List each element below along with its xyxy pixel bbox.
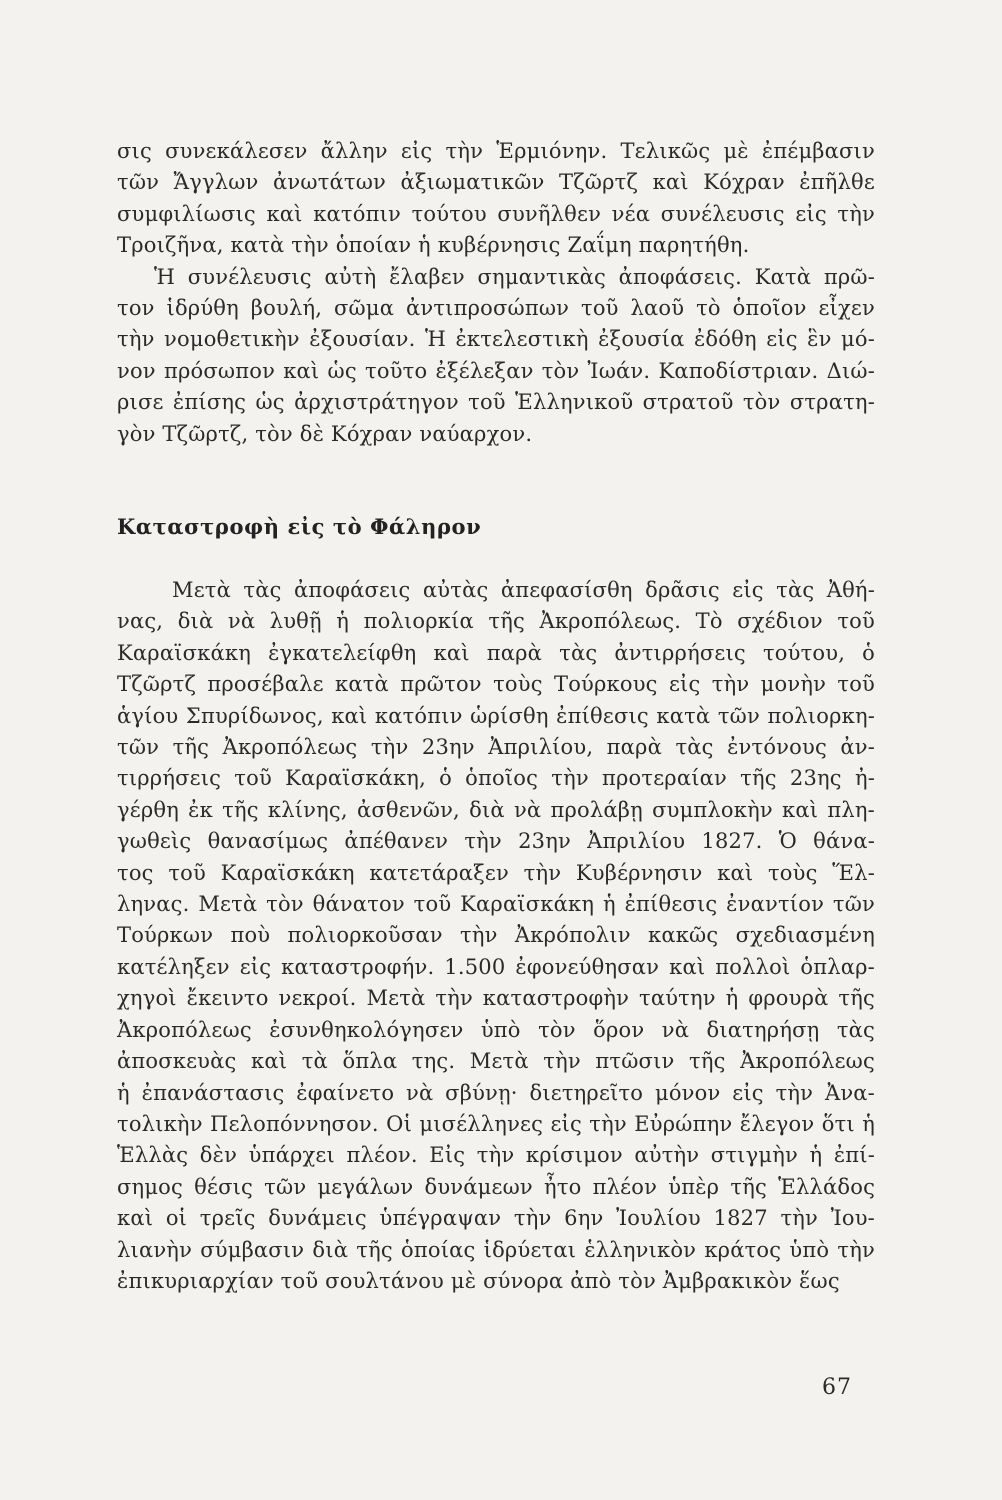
text-line: Τούρκων ποὺ πολιορκοῦσαν τὴν Ἀκρόπολιν κακῶς σχεδιασμένη <box>117 923 876 948</box>
paragraph-1 <box>117 136 875 450</box>
text-line: τὴν νομοθετικὴν ἐξουσίαν. Ἡ ἐκτελεστικὴ ἐξουσία ἐδόθη εἰς ἓν μό- <box>117 327 876 352</box>
text-line: γὸν Τζῶρτζ, τὸν δὲ Κόχραν ναύαρχον. <box>117 421 533 446</box>
text-line: ρισε ἐπίσης ὡς ἀρχιστράτηγον τοῦ Ἑλληνικοῦ στρατοῦ τὸν στρατη- <box>117 390 876 415</box>
section-heading: Καταστροφὴ εἰς τὸ Φάληρον <box>117 514 482 539</box>
text-line: ἁγίου Σπυρίδωνος, καὶ κατόπιν ὡρίσθη ἐπίθεσις κατὰ τῶν πολιορκη- <box>117 703 876 728</box>
text-line: Μετὰ τὰς ἀποφάσεις αὐτὰς ἀπεφασίσθη δρᾶσις εἰς τὰς Ἀθή- <box>172 578 875 602</box>
text-line: τον ἱδρύθη βουλή, σῶμα ἀντιπροσώπων τοῦ λαοῦ τὸ ὁποῖον εἶχεν <box>117 296 875 321</box>
text-line: κατέληξεν εἰς καταστροφήν. 1.500 ἐφονεύθησαν καὶ πολλοὶ ὁπλαρ- <box>117 954 875 979</box>
text-line: τολικὴν Πελοπόννησον. Οἱ μισέλληνες εἰς τὴν Εὐρώπην ἔλεγον ὅτι ἡ <box>117 1111 875 1136</box>
text-line: τῶν τῆς Ἀκροπόλεως τὴν 23ην Ἀπριλίου, παρὰ τὰς ἐντόνους ἀν- <box>117 735 876 760</box>
text-line: Ἡ συνέλευσις αὐτὴ ἔλαβεν σημαντικὰς ἀποφάσεις. Κατὰ πρῶ- <box>154 264 876 289</box>
text-line: ἐπικυριαρχίαν τοῦ σουλτάνου μὲ σύνορα ἀπὸ τὸν Ἀμβρακικὸν ἕως <box>117 1268 840 1293</box>
text-line: συμφιλίωσις καὶ κατόπιν τούτου συνῆλθεν νέα συνέλευσις εἰς τὴν <box>117 201 875 226</box>
page-number: 67 <box>822 1375 852 1400</box>
text-line: νον πρόσωπον καὶ ὡς τοῦτο ἐξέλεξαν τὸν Ἰωάν. Καποδίστριαν. Διώ- <box>117 358 876 383</box>
text-line: ἀποσκευὰς καὶ τὰ ὅπλα της. Μετὰ τὴν πτῶσιν τῆς Ἀκροπόλεως <box>117 1049 875 1074</box>
text-line: λιανὴν σύμβασιν διὰ τῆς ὁποίας ἱδρύεται ἑλληνικὸν κράτος ὑπὸ τὴν <box>117 1237 875 1262</box>
text-line: Καραϊσκάκη ἐγκατελείφθη καὶ παρὰ τὰς ἀντιρρήσεις τούτου, ὁ <box>117 640 876 665</box>
text-line: τῶν Ἄγγλων ἀνωτάτων ἀξιωματικῶν Τζῶρτζ καὶ Κόχραν ἐπῆλθε <box>117 170 875 195</box>
text-line: τιρρήσεις τοῦ Καραϊσκάκη, ὁ ὁποῖος τὴν προτεραίαν τῆς 23ης ἠ- <box>117 766 876 791</box>
text-line: ἡ ἐπανάστασις ἐφαίνετο νὰ σβύνῃ· διετηρεῖτο μόνον εἰς τὴν Ἀνα- <box>117 1080 875 1105</box>
text-line: καὶ οἱ τρεῖς δυνάμεις ὑπέγραψαν τὴν 6ην Ἰουλίου 1827 τὴν Ἰου- <box>117 1206 875 1231</box>
text-line: σημος θέσις τῶν μεγάλων δυνάμεων ἦτο πλέον ὑπὲρ τῆς Ἑλλάδος <box>117 1174 876 1199</box>
text-line: Ἑλλὰς δὲν ὑπάρχει πλέον. Εἰς τὴν κρίσιμον αὐτὴν στιγμὴν ἡ ἐπί- <box>117 1143 876 1168</box>
text-line: τος τοῦ Καραϊσκάκη κατετάραξεν τὴν Κυβέρνησιν καὶ τοὺς Ἕλ- <box>117 860 876 885</box>
text-line: σις συνεκάλεσεν ἄλλην εἰς τὴν Ἑρμιόνην. Τελικῶς μὲ ἐπέμβασιν <box>117 139 875 163</box>
text-line: γέρθη ἐκ τῆς κλίνης, ἀσθενῶν, διὰ νὰ προλάβῃ συμπλοκὴν καὶ πλη- <box>117 797 875 822</box>
text-line: Τροιζῆνα, κατὰ τὴν ὁποίαν ἡ κυβέρνησις Ζαΐμη παρητήθη. <box>117 233 750 258</box>
text-line: χηγοὶ ἔκειντο νεκροί. Μετὰ τὴν καταστροφὴν ταύτην ἡ φρουρὰ τῆς <box>117 986 875 1011</box>
text-line: Ἀκροπόλεως ἐσυνθηκολόγησεν ὑπὸ τὸν ὅρον νὰ διατηρήσῃ τὰς <box>117 1017 876 1042</box>
text-line: Τζῶρτζ προσέβαλε κατὰ πρῶτον τοὺς Τούρκους εἰς τὴν μονὴν τοῦ <box>117 672 876 697</box>
paragraph-2 <box>117 575 875 1297</box>
text-line: γωθεὶς θανασίμως ἀπέθανεν τὴν 23ην Ἀπριλίου 1827. Ὁ θάνα- <box>117 829 876 854</box>
text-line: νας, διὰ νὰ λυθῇ ἡ πολιορκία τῆς Ἀκροπόλεως. Τὸ σχέδιον τοῦ <box>117 609 875 634</box>
text-line: ληνας. Μετὰ τὸν θάνατον τοῦ Καραϊσκάκη ἡ ἐπίθεσις ἐναντίον τῶν <box>117 892 875 917</box>
